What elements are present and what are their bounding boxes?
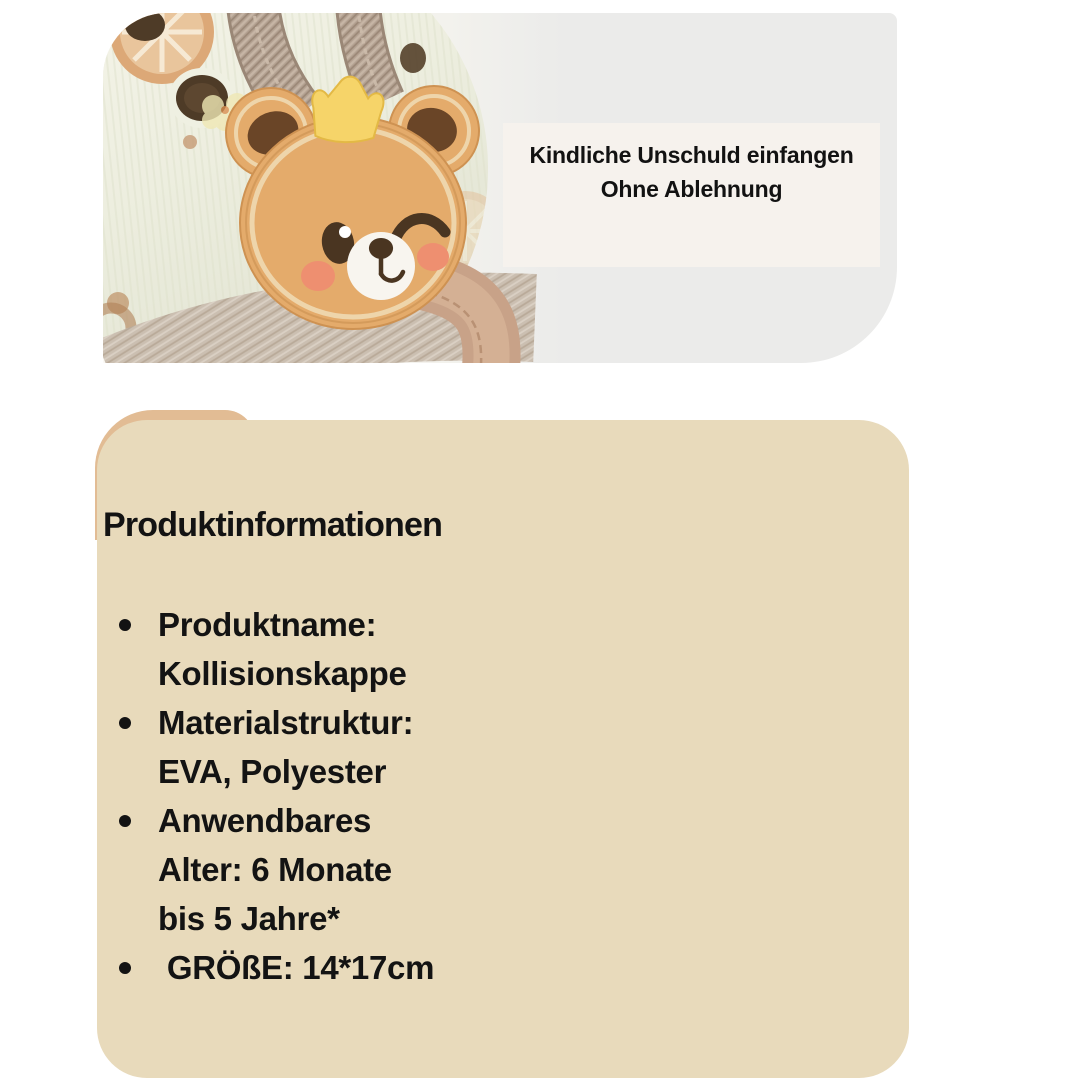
baby-helmet-photo-illustration: [103, 13, 563, 363]
list-item-line: Anwendbares: [97, 796, 909, 845]
list-item-line: Alter: 6 Monate: [158, 851, 392, 888]
list-item-line: bis 5 Jahre*: [158, 900, 340, 937]
fabric-dot: [183, 135, 197, 149]
bear-cheek: [301, 261, 335, 291]
list-item-line: GRÖßE: 14*17cm: [97, 943, 909, 992]
vent-hole: [400, 43, 426, 73]
card-title: Produktinformationen: [103, 506, 443, 544]
eye-highlight: [339, 226, 351, 238]
caption-box: [503, 123, 880, 267]
bear-cheek: [417, 243, 449, 271]
caption-line-1: Kindliche Unschuld einfangen: [529, 142, 854, 168]
list-item-line: Kollisionskappe: [158, 655, 407, 692]
list-item-line: Materialstruktur:: [97, 698, 909, 747]
list-item-line: Produktname:: [97, 600, 909, 649]
product-photo-banner: [103, 13, 897, 363]
product-info-card: [97, 420, 909, 1078]
list-item-line: EVA, Polyester: [158, 753, 387, 790]
product-info-list: [97, 600, 909, 992]
caption-line-2: Ohne Ablehnung: [600, 176, 783, 202]
